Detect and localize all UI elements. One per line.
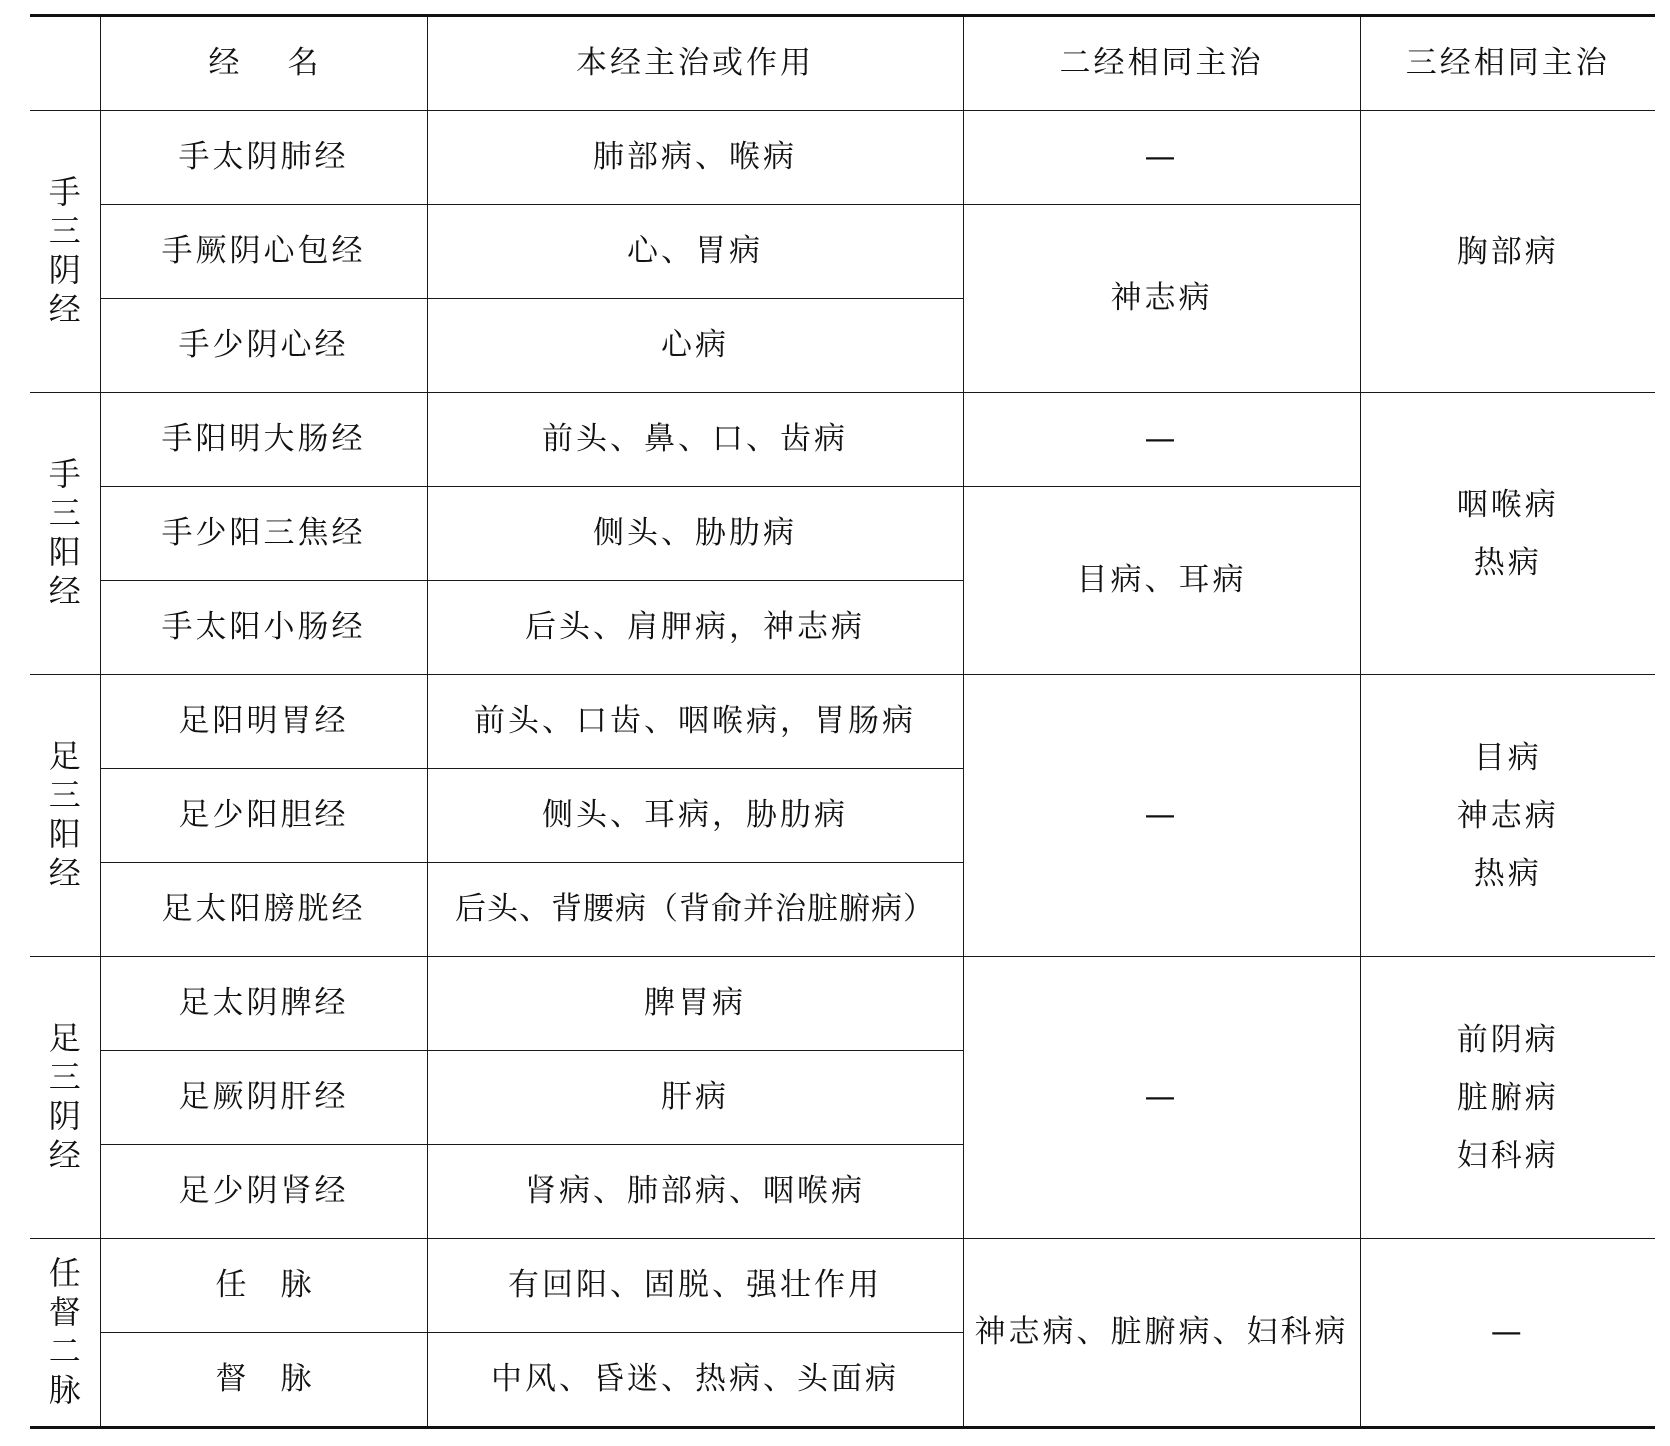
meridian-name: 手少阴心经 bbox=[100, 299, 427, 393]
own-indication: 肺部病、喉病 bbox=[427, 111, 963, 205]
own-indication: 肾病、肺部病、咽喉病 bbox=[427, 1145, 963, 1239]
two-common-indication: — bbox=[963, 675, 1360, 957]
header-group-cell bbox=[30, 16, 100, 111]
three-common-indication: 前阴病 脏腑病 妇科病 bbox=[1360, 957, 1655, 1239]
own-indication: 有回阳、固脱、强壮作用 bbox=[427, 1239, 963, 1333]
table-row bbox=[30, 957, 1655, 1051]
own-indication: 后头、背腰病（背俞并治脏腑病） bbox=[427, 863, 963, 957]
meridian-name: 任脉 bbox=[100, 1239, 427, 1333]
own-indication: 肝病 bbox=[427, 1051, 963, 1145]
meridian-name: 足太阴脾经 bbox=[100, 957, 427, 1051]
header-two-meridian-common: 二经相同主治 bbox=[963, 16, 1360, 111]
table-row bbox=[30, 1239, 1655, 1333]
own-indication: 前头、口齿、咽喉病，胃肠病 bbox=[427, 675, 963, 769]
two-common-indication: — bbox=[963, 957, 1360, 1239]
meridian-name: 督脉 bbox=[100, 1333, 427, 1428]
three-common-indication: 目病 神志病 热病 bbox=[1360, 675, 1655, 957]
own-indication: 侧头、胁肋病 bbox=[427, 487, 963, 581]
group-label-ren-du-vessels: 任督二脉 bbox=[30, 1239, 100, 1428]
meridian-name: 足少阳胆经 bbox=[100, 769, 427, 863]
meridian-name: 手少阳三焦经 bbox=[100, 487, 427, 581]
table-row bbox=[30, 675, 1655, 769]
two-common-indication: 目病、耳病 bbox=[963, 487, 1360, 675]
three-common-indication: 咽喉病 热病 bbox=[1360, 393, 1655, 675]
own-indication: 心病 bbox=[427, 299, 963, 393]
own-indication: 后头、肩胛病，神志病 bbox=[427, 581, 963, 675]
own-indication: 前头、鼻、口、齿病 bbox=[427, 393, 963, 487]
table-row bbox=[30, 111, 1655, 205]
header-row bbox=[30, 16, 1655, 111]
three-common-indication: — bbox=[1360, 1239, 1655, 1428]
meridian-name: 足厥阴肝经 bbox=[100, 1051, 427, 1145]
two-common-indication: — bbox=[963, 393, 1360, 487]
meridian-name: 手太阳小肠经 bbox=[100, 581, 427, 675]
group-label-foot-three-yang: 足三阳经 bbox=[30, 675, 100, 957]
three-common-indication: 胸部病 bbox=[1360, 111, 1655, 393]
group-label-hand-three-yang: 手三阳经 bbox=[30, 393, 100, 675]
own-indication: 侧头、耳病，胁肋病 bbox=[427, 769, 963, 863]
header-three-meridian-common: 三经相同主治 bbox=[1360, 16, 1655, 111]
own-indication: 中风、昏迷、热病、头面病 bbox=[427, 1333, 963, 1428]
meridian-name: 足少阴肾经 bbox=[100, 1145, 427, 1239]
group-label-hand-three-yin: 手三阴经 bbox=[30, 111, 100, 393]
own-indication: 心、胃病 bbox=[427, 205, 963, 299]
header-own-indications: 本经主治或作用 bbox=[427, 16, 963, 111]
meridian-name: 足太阳膀胱经 bbox=[100, 863, 427, 957]
meridian-indications-table bbox=[30, 14, 1655, 1429]
table-row bbox=[30, 393, 1655, 487]
meridian-name: 手太阴肺经 bbox=[100, 111, 427, 205]
group-label-foot-three-yin: 足三阴经 bbox=[30, 957, 100, 1239]
own-indication: 脾胃病 bbox=[427, 957, 963, 1051]
meridian-name: 手阳明大肠经 bbox=[100, 393, 427, 487]
two-common-indication: — bbox=[963, 111, 1360, 205]
two-common-indication: 神志病 bbox=[963, 205, 1360, 393]
header-meridian-name: 经名 bbox=[100, 16, 427, 111]
meridian-name: 足阳明胃经 bbox=[100, 675, 427, 769]
meridian-name: 手厥阴心包经 bbox=[100, 205, 427, 299]
two-common-indication: 神志病、脏腑病、妇科病 bbox=[963, 1239, 1360, 1428]
